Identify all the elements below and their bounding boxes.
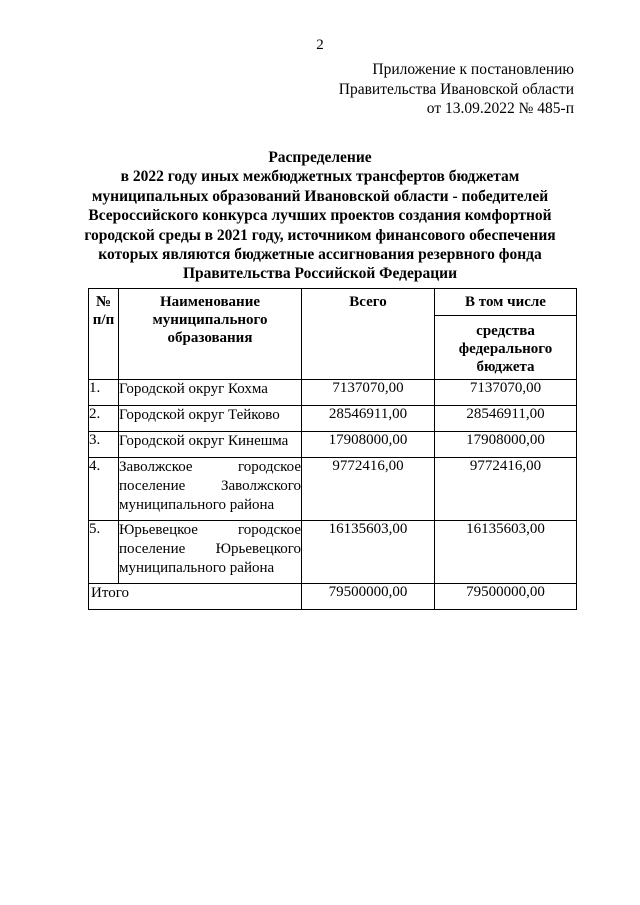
header-name: Наименование муниципального образования: [119, 289, 302, 380]
table-row: [89, 380, 577, 406]
table-row: [89, 521, 577, 584]
row-num: 1.: [89, 380, 119, 406]
row-name-part-2: муниципального района: [119, 497, 275, 513]
header-num: № п/п: [89, 289, 119, 380]
appendix-line-2: Правительства Ивановской области: [338, 80, 574, 98]
row-name-part-2: муниципального района: [119, 560, 275, 576]
header-including: В том числе: [435, 289, 577, 316]
row-name: Городской округ Кохма: [119, 380, 302, 406]
table-row: [89, 406, 577, 432]
document-title: [0, 148, 640, 284]
row-num: 5.: [89, 521, 119, 584]
total-sum: 79500000,00: [302, 584, 435, 610]
row-federal: 9772416,00: [435, 458, 577, 521]
title-line-2: в 2022 году иных межбюджетных трансфертов бюджетам: [120, 168, 520, 186]
distribution-table: [88, 288, 577, 610]
title-line-4: Всероссийского конкурса лучших проектов создания комфортной: [88, 207, 552, 225]
appendix-line-3: от 13.09.2022 № 485-п: [426, 100, 574, 117]
total-row: [89, 584, 577, 610]
title-line-7: Правительства Российской Федерации: [182, 265, 458, 283]
row-total: 17908000,00: [302, 432, 435, 458]
row-total: 16135603,00: [302, 521, 435, 584]
title-line-3: муниципальных образований Ивановской области - победителей: [91, 187, 549, 205]
table-row: [89, 432, 577, 458]
row-num: 4.: [89, 458, 119, 521]
total-label: Итого: [89, 584, 302, 610]
appendix-block: [339, 60, 574, 119]
row-name-part-1: Заволжское городское поселение Заволжского: [119, 459, 301, 494]
row-total: 7137070,00: [302, 380, 435, 406]
total-federal: 79500000,00: [435, 584, 577, 610]
row-num: 3.: [89, 432, 119, 458]
row-total: 9772416,00: [302, 458, 435, 521]
header-row-1: [89, 289, 577, 316]
row-name: [119, 458, 302, 521]
row-federal: 17908000,00: [435, 432, 577, 458]
table-row: [89, 458, 577, 521]
title-line-1: Распределение: [268, 149, 372, 166]
row-name-part-1: Юрьевецкое городское поселение Юрьевецкого: [119, 522, 301, 557]
row-name: Городской округ Тейково: [119, 406, 302, 432]
title-line-6: которых являются бюджетные ассигнования резервного фонда: [98, 246, 542, 264]
row-federal: 7137070,00: [435, 380, 577, 406]
row-federal: 16135603,00: [435, 521, 577, 584]
row-federal: 28546911,00: [435, 406, 577, 432]
row-num: 2.: [89, 406, 119, 432]
row-name: Городской округ Кинешма: [119, 432, 302, 458]
page-number: 2: [316, 37, 324, 53]
appendix-line-1: Приложение к постановлению: [372, 61, 574, 78]
header-total: Всего: [302, 289, 435, 380]
header-federal: средства федерального бюджета: [435, 316, 577, 380]
row-name: [119, 521, 302, 584]
title-line-5: городской среды в 2021 году, источником финансового обеспечения: [84, 226, 556, 244]
row-total: 28546911,00: [302, 406, 435, 432]
